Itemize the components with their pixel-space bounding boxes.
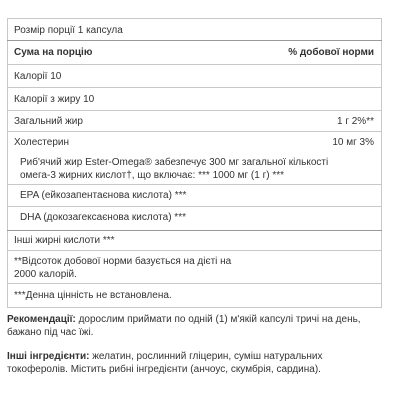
divider-row3 [7,131,382,132]
other-ingredients-line2: токоферолів. Містить рибні інгредієнти (анчоус, скумбрія, сардина). [7,364,321,375]
recommendation-line1 [7,314,361,325]
cholesterol-value: 10 мг 3% [332,137,374,148]
panel-bottom-border [7,307,382,308]
calories-from-fat-row: Калорії з жиру 10 [14,94,95,105]
total-fat-value: 1 г 2%** [336,116,374,127]
footnote-daily-value-line2: 2000 калорій. [14,269,77,280]
other-fatty-acids-row: Інші жирні кислоти *** [14,235,115,246]
divider-fish-oil [7,184,382,185]
panel-right-border [381,18,382,307]
other-ingredients-label: Інші інгредієнти: [7,351,90,362]
other-ingredients-line1 [7,351,323,362]
footnote-daily-value-line1: **Відсоток добової норми базується на дієті на [14,256,232,267]
fish-oil-line1: Риб'ячий жир Ester-Omega® забезпечує 300 мг загальної кількості [20,157,329,168]
recommendation-line2: бажано під час їжі. [7,327,94,338]
divider-dha [7,230,382,231]
other-ingredients-text: желатин, рослинний гліцерин, суміш натуральних [89,351,323,362]
divider-row1 [7,87,382,88]
divider-other-fats [7,250,382,251]
serving-size: Розмір порції 1 капсула [14,25,123,36]
divider-footnote1 [7,283,382,284]
amount-per-serving-header: Сума на порцію [14,47,93,58]
recommendation-text: дорослим приймати по одній (1) м'якій капсулі тричі на день, [75,314,361,325]
footnote-not-established: ***Денна цінність не встановлена. [14,290,172,301]
divider-epa [7,206,382,207]
total-fat-label: Загальний жир [14,116,83,127]
divider-row2 [7,110,382,111]
epa-row: EPA (ейкозапентаєнова кислота) *** [20,190,187,201]
calories-row: Калорії 10 [14,71,62,82]
divider-header [7,64,382,65]
daily-value-header: % добової норми [288,47,374,58]
panel-left-border [7,18,8,307]
recommendation-label: Рекомендації: [7,314,76,325]
fish-oil-line2: омега-3 жирних кислот†, що включає: *** 1000 мг (1 г) *** [20,170,285,181]
panel-top-border [7,18,382,19]
dha-row: DHA (докозагексаєнова кислота) *** [20,212,186,223]
cholesterol-label: Холестерин [14,137,69,148]
divider-serving [7,40,382,41]
